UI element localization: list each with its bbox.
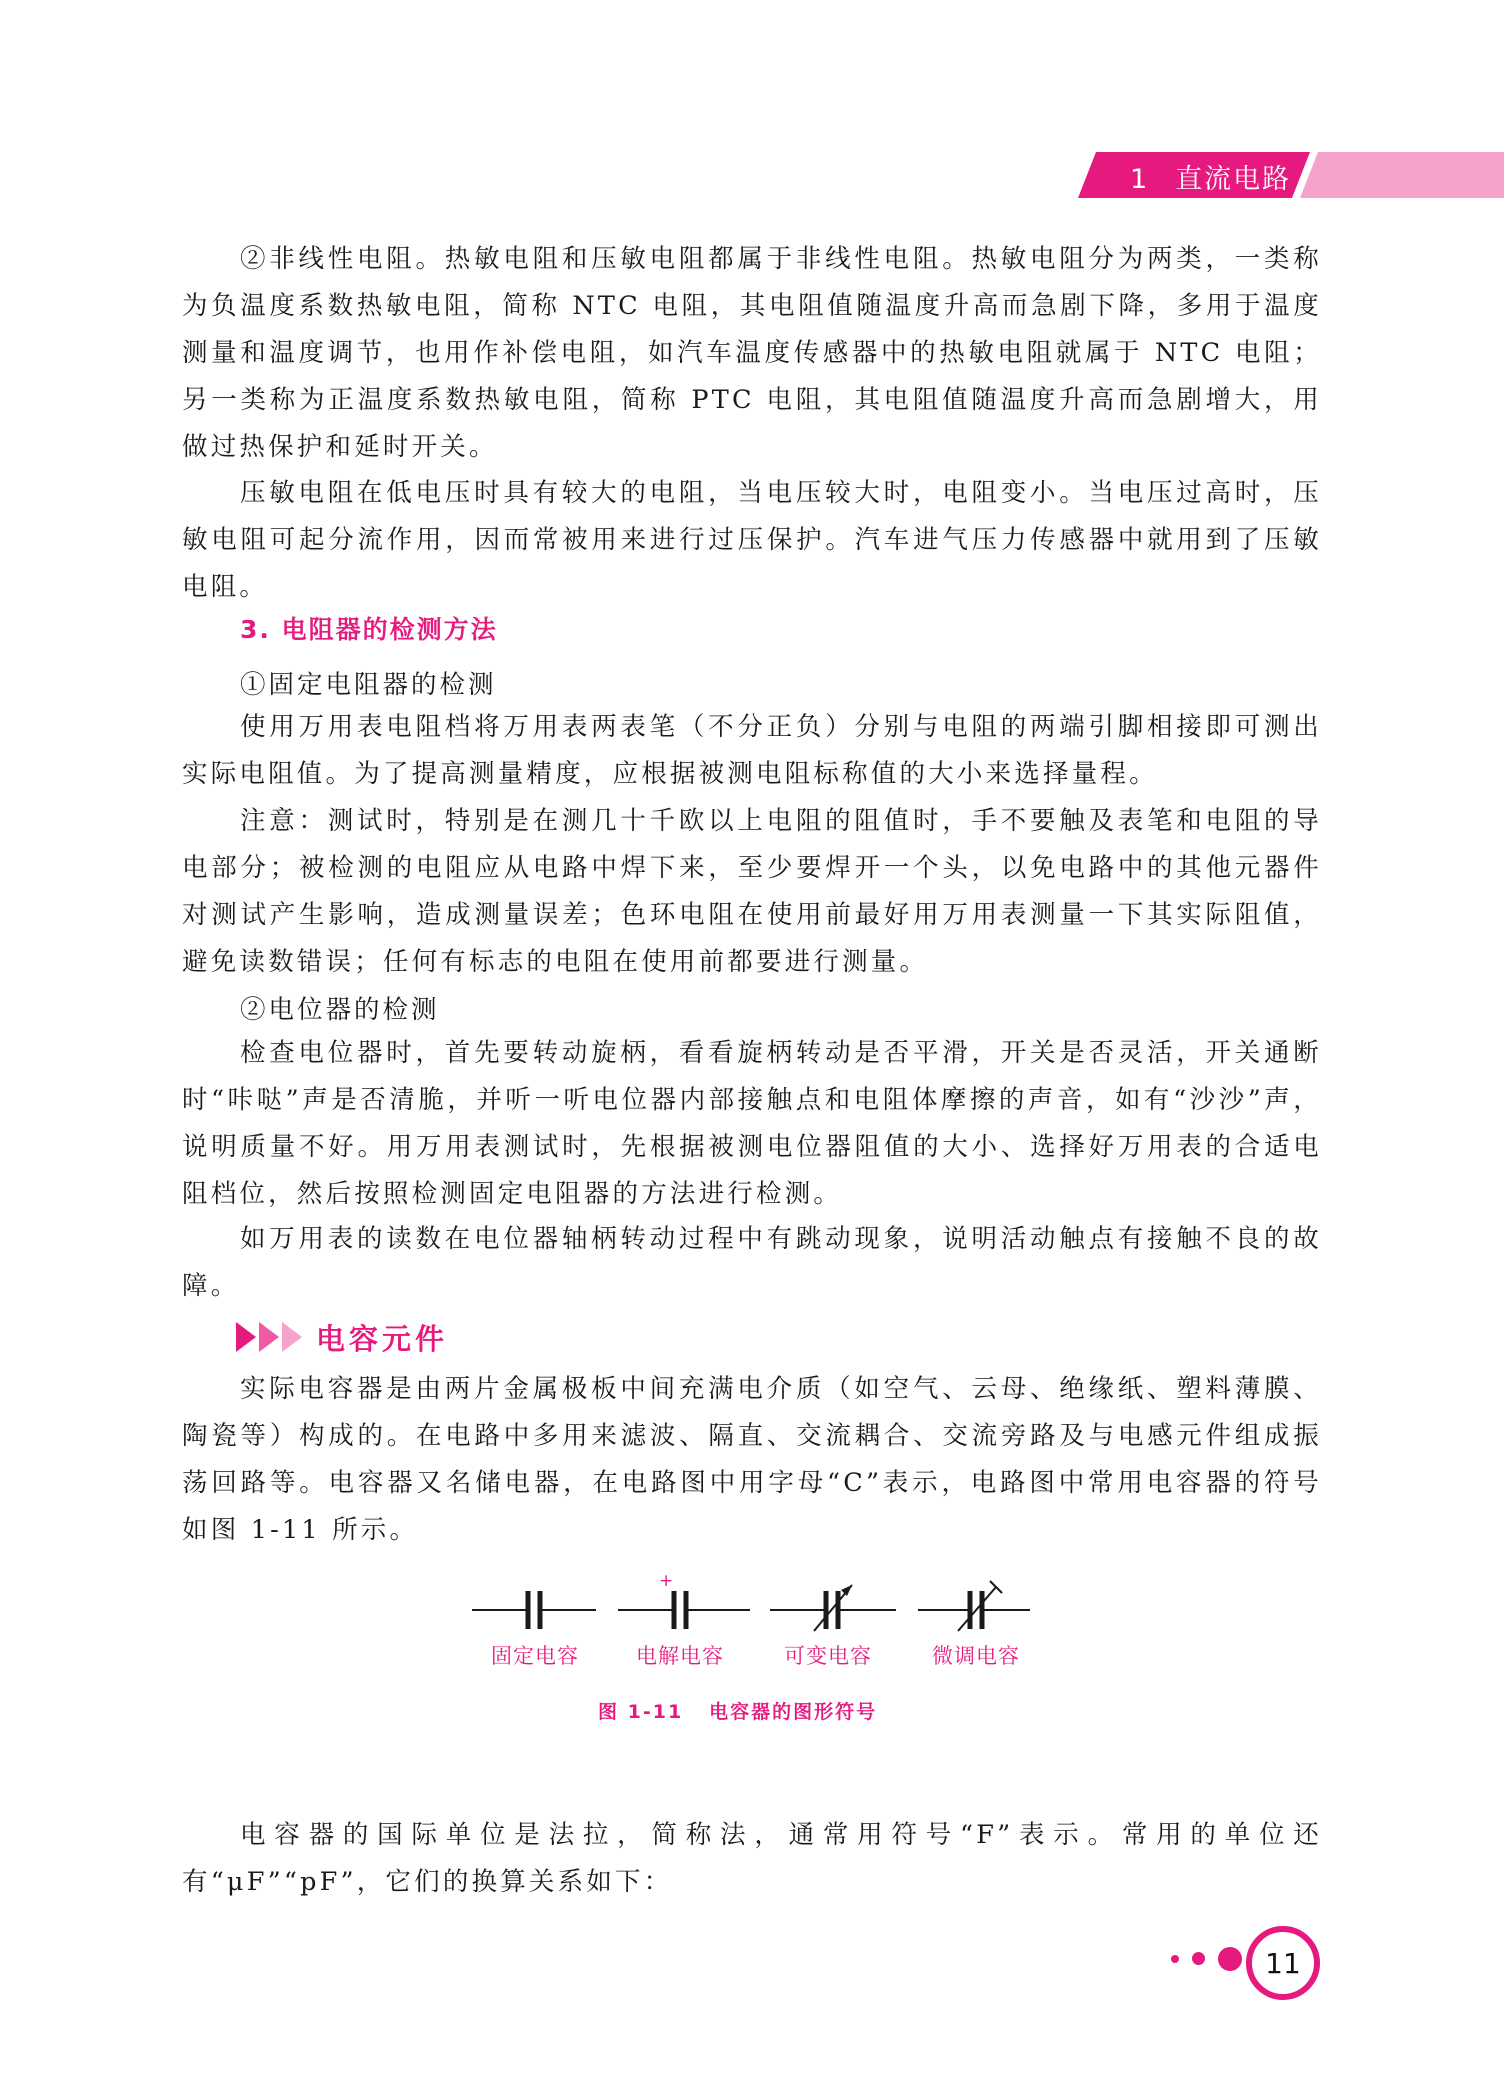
section-heading-capacitor <box>236 1316 448 1358</box>
paragraph-notice: 注意：测试时，特别是在测几十千欧以上电阻的阻值时，手不要触及表笔和电阻的导电部分；被检测的电阻应从电路中焊下来，至少要焊开一个头，以免电路中的其他元器件对测试产生影响，造成测量误差；色环电阻在使用前最好用万用表测量一下其实际阻值，避免读数错误；任何有标志的电阻在使用前都要进行测量。 <box>182 806 1322 977</box>
trimmer-capacitor-symbol <box>918 1581 1030 1631</box>
chapter-title <box>1130 157 1291 196</box>
arrow-marker-icon <box>236 1322 256 1352</box>
chapter-number: 1 <box>1130 164 1150 195</box>
subheading-fixed-resistor: ①固定电阻器的检测 <box>240 670 497 700</box>
chapter-name: 直流电路 <box>1175 164 1292 195</box>
figure-caption <box>598 1697 877 1724</box>
label-fixed-capacitor: 固定电容 <box>491 1644 579 1668</box>
pager-dot-icon <box>1192 1952 1205 1965</box>
pager-dot-icon <box>1171 1955 1179 1963</box>
variable-capacitor-symbol <box>770 1585 896 1631</box>
chapter-header <box>1078 152 1504 198</box>
figure-caption-text: 电容器的图形符号 <box>709 1701 878 1723</box>
figure-number: 图 1-11 <box>598 1701 684 1723</box>
plus-sign: + <box>659 1571 674 1591</box>
subheading-potentiometer: ②电位器的检测 <box>240 995 440 1025</box>
arrow-marker-icon <box>259 1322 279 1352</box>
section-heading-resistor-testing: 3. 电阻器的检测方法 <box>240 615 498 644</box>
electrolytic-capacitor-symbol <box>618 1591 750 1629</box>
paragraph-fixed-resistor-method: 使用万用表电阻档将万用表两表笔（不分正负）分别与电阻的两端引脚相接即可测出实际电阻值。为了提高测量精度，应根据被测电阻标称值的大小来选择量程。 <box>182 712 1322 789</box>
capacitor-symbols-svg <box>460 1565 1040 1645</box>
header-band-light <box>1300 152 1504 198</box>
paragraph-potentiometer-check: 检查电位器时，首先要转动旋柄，看看旋柄转动是否平滑，开关是否灵活，开关通断时“咔哒”声是否清脆，并听一听电位器内部接触点和电阻体摩擦的声音，如有“沙沙”声，说明质量不好。用万用表测试时，先根据被测电位器阻值的大小、选择好万用表的合适电阻档位，然后按照检测固定电阻器的方法进行检测。 <box>182 1038 1322 1209</box>
pager-dot-icon <box>1218 1947 1242 1971</box>
label-electrolytic-capacitor: 电解电容 <box>636 1644 724 1668</box>
paragraph-capacitor-intro: 实际电容器是由两片金属极板中间充满电介质（如空气、云母、绝缘纸、塑料薄膜、陶瓷等）构成的。在电路中多用来滤波、隔直、交流耦合、交流旁路及与电感元件组成振荡回路等。电容器又名储电器，在电路图中用字母“C”表示，电路图中常用电容器的符号如图 1-11 所示。 <box>182 1374 1322 1545</box>
paragraph-nonlinear-resistor: ②非线性电阻。热敏电阻和压敏电阻都属于非线性电阻。热敏电阻分为两类，一类称为负温度系数热敏电阻，简称 NTC 电阻，其电阻值随温度升高而急剧下降，多用于温度测量和温度调节，也用作补偿电阻，如汽车温度传感器中的热敏电阻就属于 NTC 电阻；另一类称为正温度系数热敏电阻，简称 PTC 电阻，其电阻值随温度升高而急剧增大，用做过热保护和延时开关。 <box>182 244 1322 462</box>
label-trimmer-capacitor: 微调电容 <box>932 1644 1020 1668</box>
label-variable-capacitor: 可变电容 <box>784 1644 872 1668</box>
page-number-badge <box>1160 1922 1330 2006</box>
paragraph-varistor: 压敏电阻在低电压时具有较大的电阻，当电压较大时，电阻变小。当电压过高时，压敏电阻可起分流作用，因而常被用来进行过压保护。汽车进气压力传感器中就用到了压敏电阻。 <box>182 478 1322 602</box>
page-number: 11 <box>1246 1926 1320 2000</box>
fixed-capacitor-symbol <box>472 1591 596 1629</box>
section-title: 电容元件 <box>316 1321 449 1356</box>
arrow-marker-icon <box>282 1322 302 1352</box>
paragraph-capacitor-units: 电容器的国际单位是法拉，简称法，通常用符号“F”表示。常用的单位还有“μF”“pF”，它们的换算关系如下： <box>182 1820 1322 1897</box>
paragraph-potentiometer-fault: 如万用表的读数在电位器轴柄转动过程中有跳动现象，说明活动触点有接触不良的故障。 <box>182 1224 1322 1301</box>
